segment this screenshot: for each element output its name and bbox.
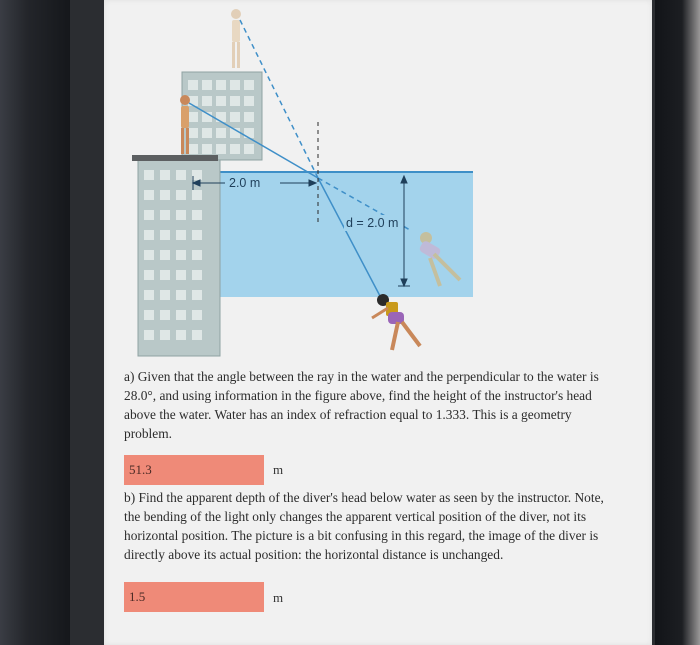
answer-input-part-a[interactable]: 51.3	[124, 455, 264, 485]
unit-label-part-a: m	[273, 462, 284, 477]
diver-figure	[372, 294, 420, 350]
refraction-figure	[130, 0, 480, 360]
ledge	[132, 155, 218, 161]
distance-label: 2.0 m	[229, 176, 261, 190]
question-part-a: a) Given that the angle between the ray in the water and the perpendicular to the water is 28.0°, and using information in the figure above, find the height of the instructor's head above the water. Water has an index of refraction equal to 1.333. This is a geometry problem.	[124, 369, 599, 441]
building	[138, 160, 220, 356]
answer-input-part-b[interactable]: 1.5	[124, 582, 264, 612]
unit-label-part-b: m	[273, 590, 284, 605]
depth-label: d = 2.0 m	[346, 216, 399, 230]
upper-tower	[182, 72, 262, 160]
question-part-b: b) Find the apparent depth of the diver's head below water as seen by the instructor. Note, the bending of the light only changes the apparent vertical position of the diver, not its horizontal position. The picture is a bit confusing in this regard, the image of the diver is directly above its actual position: the horizontal distance is unchanged.	[124, 490, 604, 562]
device-bezel-left	[0, 0, 70, 645]
water-pool	[218, 172, 473, 297]
device-bezel-right	[655, 0, 700, 645]
instructor-image	[231, 9, 241, 68]
